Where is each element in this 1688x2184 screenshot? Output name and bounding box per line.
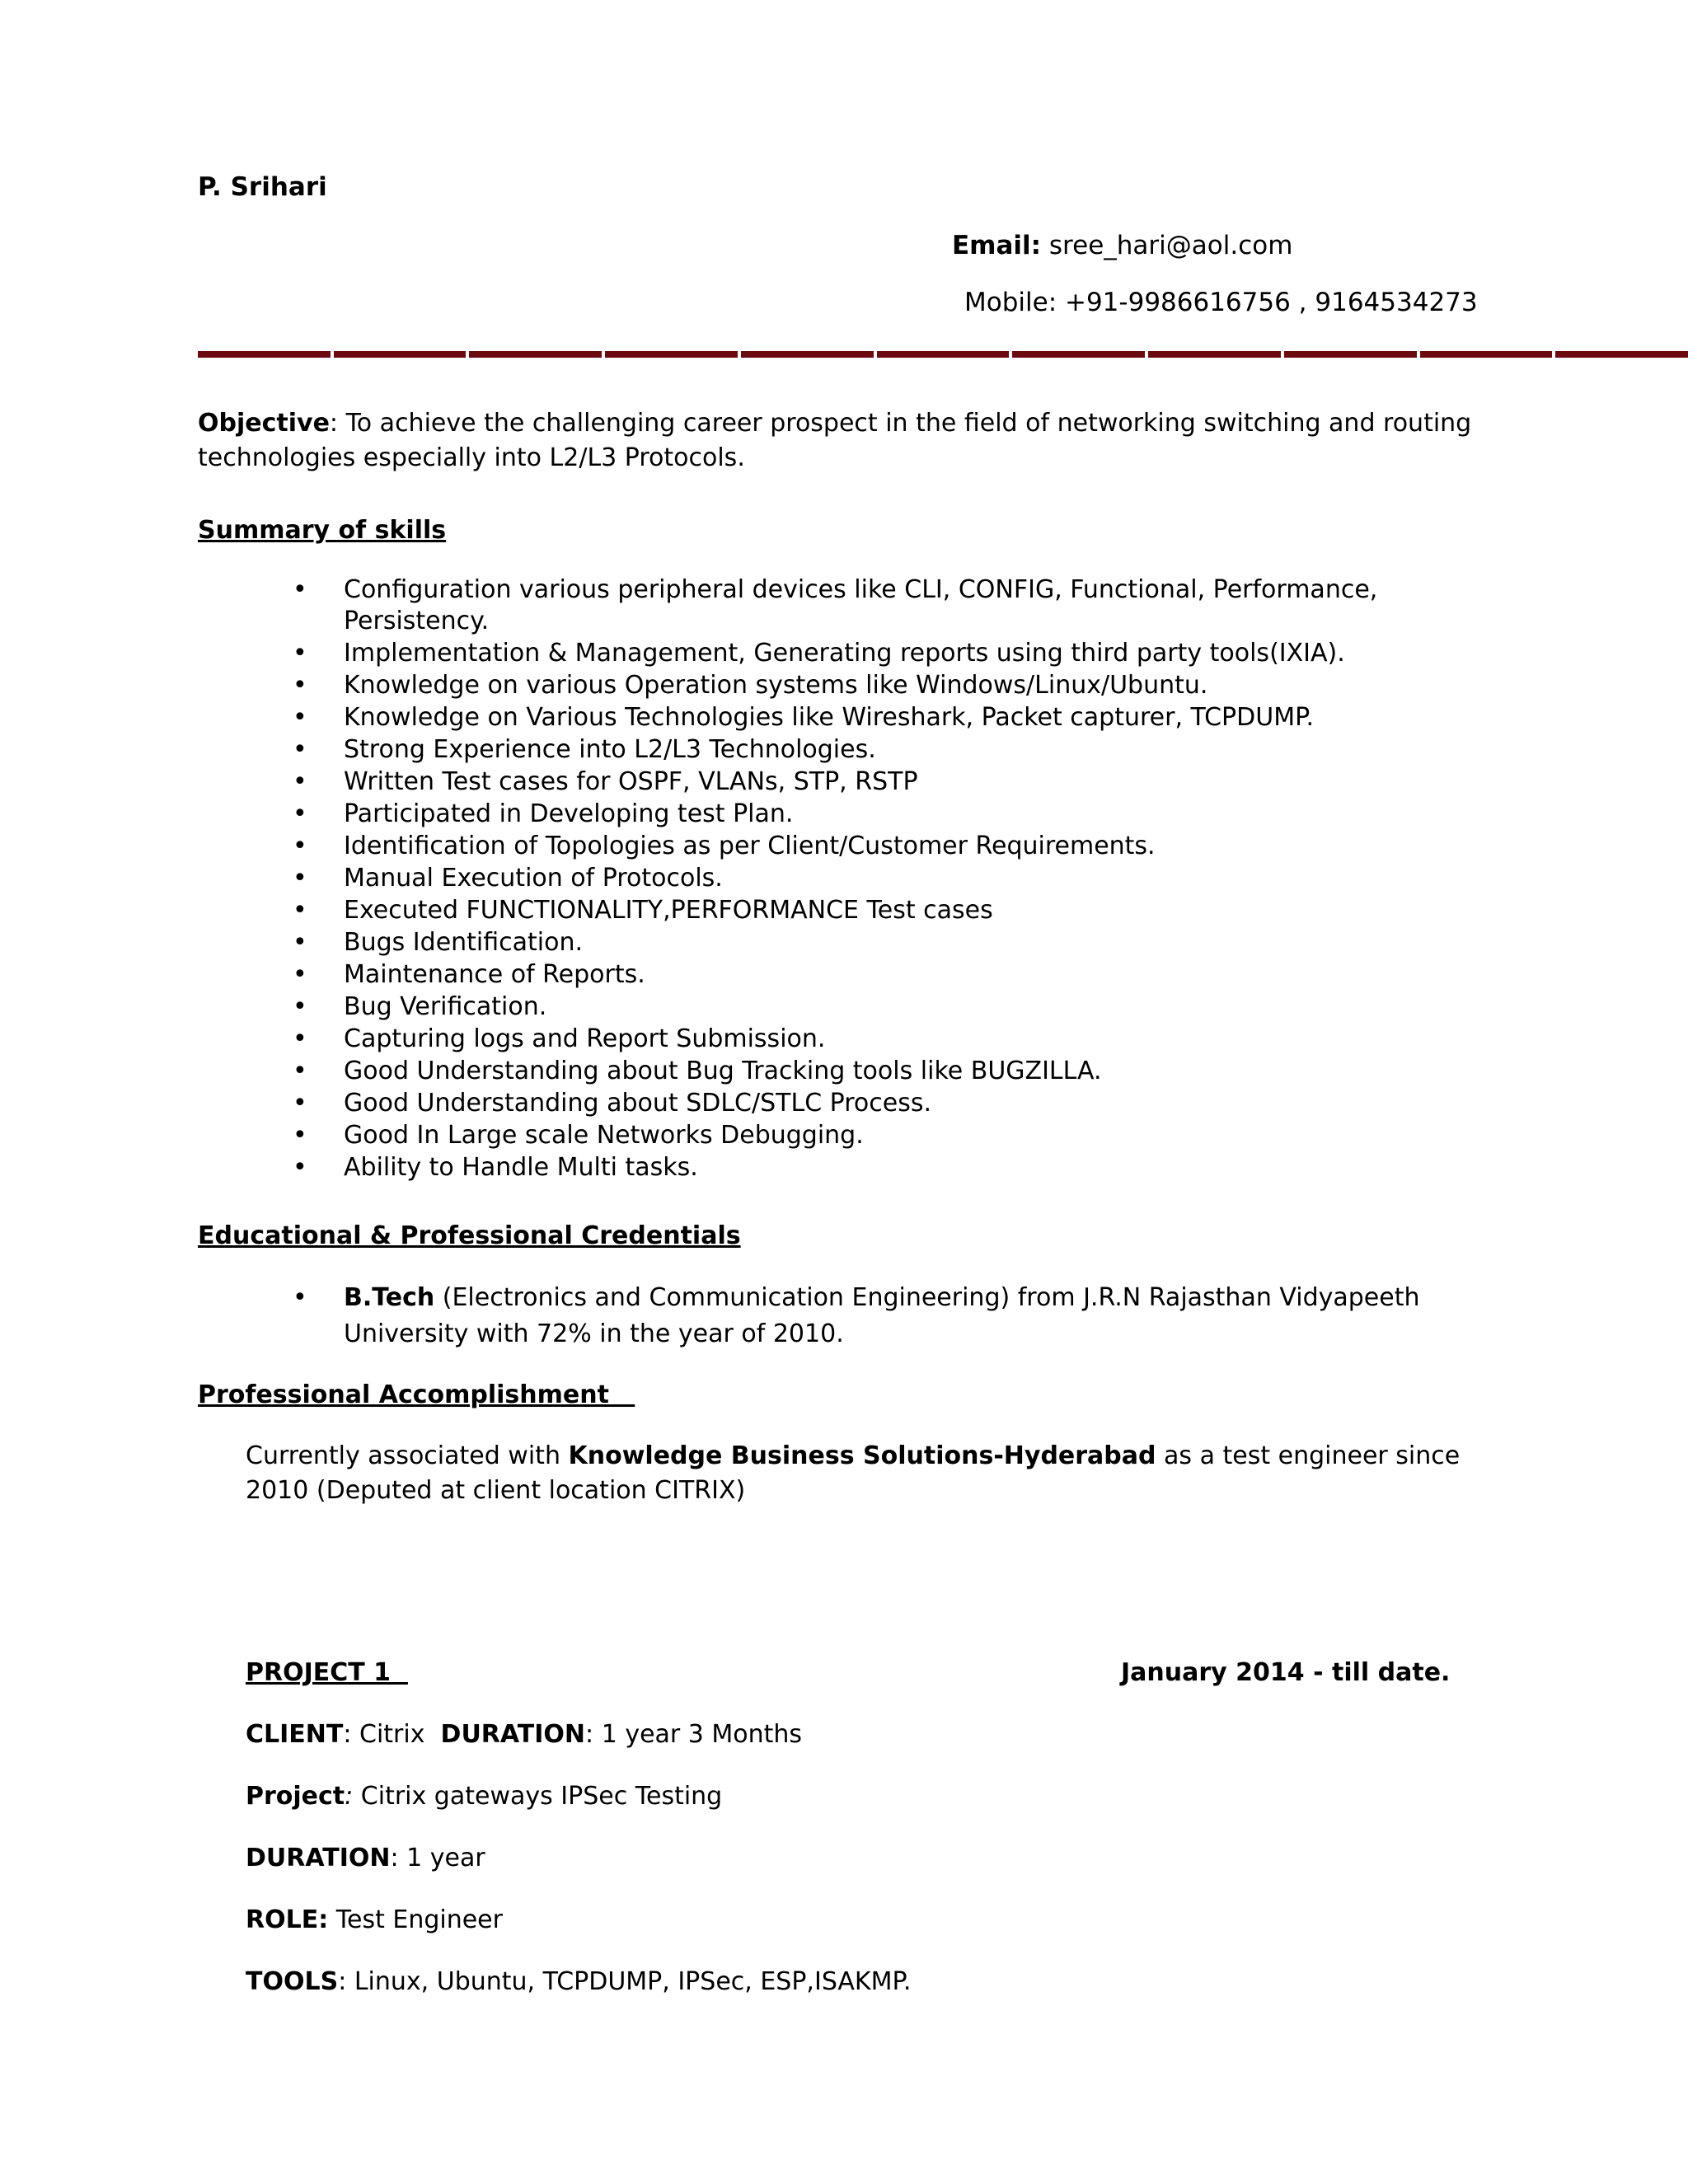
project-value: Citrix gateways IPSec Testing: [353, 1782, 723, 1811]
list-item: • Knowledge on Various Technologies like Wireshark, Packet capturer, TCPDUMP.: [293, 701, 1479, 733]
degree-detail: (Electronics and Communication Engineering) from J.R.N Rajasthan Vidyapeeth University with 72% in the year of 2010.: [344, 1283, 1420, 1348]
education-heading: Educational & Professional Credentials: [198, 1221, 741, 1250]
header-divider: [198, 351, 1688, 358]
client-label: CLIENT: [246, 1720, 344, 1749]
candidate-name: P. Srihari: [198, 172, 327, 202]
project-date: January 2014 - till date.: [1121, 1658, 1451, 1687]
objective-paragraph: [198, 406, 1484, 476]
project-role-line: [246, 1905, 503, 1934]
list-item: • Capturing logs and Report Submission.: [293, 1023, 1479, 1055]
project-duration-line: [246, 1844, 485, 1872]
list-item: • Manual Execution of Protocols.: [293, 862, 1479, 894]
tools-label: TOOLS: [246, 1967, 339, 1996]
company-name: Knowledge Business Solutions-Hyderabad: [568, 1441, 1156, 1470]
list-item: • Ability to Handle Multi tasks.: [293, 1151, 1479, 1183]
duration-label: DURATION: [440, 1720, 586, 1749]
accomplishment-prefix: Currently associated with: [246, 1441, 569, 1470]
list-item: • Strong Experience into L2/L3 Technologies.: [293, 733, 1479, 766]
client-value: : Citrix: [343, 1720, 441, 1749]
list-item: • Good Understanding about SDLC/STLC Process.: [293, 1087, 1479, 1119]
project-tools-line: [246, 1967, 911, 1996]
mobile-line: Mobile: +91-9986616756 , 9164534273: [964, 288, 1478, 317]
project-name-line: [246, 1782, 722, 1811]
list-item: • Implementation & Management, Generating reports using third party tools(IXIA).: [293, 637, 1479, 669]
accomplishment-suffix: as a test engineer since 2010 (Deputed at client location CITRIX): [246, 1441, 1461, 1505]
list-item: • Knowledge on various Operation systems like Windows/Linux/Ubuntu.: [293, 669, 1479, 701]
accomplishment-paragraph: [246, 1439, 1482, 1508]
duration2-label: DURATION: [246, 1844, 391, 1872]
list-item: • Identification of Topologies as per Client/Customer Requirements.: [293, 830, 1479, 862]
skills-heading: Summary of skills: [198, 516, 447, 545]
project-client-line: [246, 1720, 802, 1749]
project-colon: :: [345, 1782, 354, 1811]
list-item: • Executed FUNCTIONALITY,PERFORMANCE Test cases: [293, 894, 1479, 926]
duration-value: : 1 year 3 Months: [585, 1720, 803, 1749]
list-item: [293, 1280, 1479, 1352]
list-item: • Participated in Developing test Plan.: [293, 798, 1479, 830]
objective-text: : To achieve the challenging career prospect in the field of networking switching and routing technologies especially into L2/L3 Protocols.: [198, 409, 1472, 472]
skills-list: [293, 574, 1479, 1183]
tools-value: : Linux, Ubuntu, TCPDUMP, IPSec, ESP,ISAKMP.: [338, 1967, 912, 1996]
list-item: • Written Test cases for OSPF, VLANs, STP, RSTP: [293, 766, 1479, 798]
email-line: [952, 231, 1292, 260]
accomplishment-heading: Professional Accomplishment: [198, 1380, 635, 1409]
role-value: Test Engineer: [328, 1905, 503, 1934]
list-item: • Bugs Identification.: [293, 926, 1479, 958]
education-list: [293, 1280, 1479, 1352]
degree-label: B.Tech: [344, 1283, 435, 1312]
project-title: PROJECT 1: [246, 1658, 408, 1687]
email-label: Email:: [952, 231, 1042, 260]
email-value: sree_hari@aol.com: [1048, 231, 1293, 260]
project-label: Project: [246, 1782, 345, 1811]
duration2-value: : 1 year: [390, 1844, 485, 1872]
objective-label: Objective: [198, 409, 330, 438]
list-item: • Maintenance of Reports.: [293, 958, 1479, 991]
list-item: • Configuration various peripheral devices like CLI, CONFIG, Functional, Performance, Persistency.: [293, 574, 1479, 637]
list-item: • Good Understanding about Bug Tracking tools like BUGZILLA.: [293, 1055, 1479, 1087]
list-item: • Good In Large scale Networks Debugging.: [293, 1119, 1479, 1151]
list-item: • Bug Verification.: [293, 991, 1479, 1023]
role-label: ROLE:: [246, 1905, 329, 1934]
